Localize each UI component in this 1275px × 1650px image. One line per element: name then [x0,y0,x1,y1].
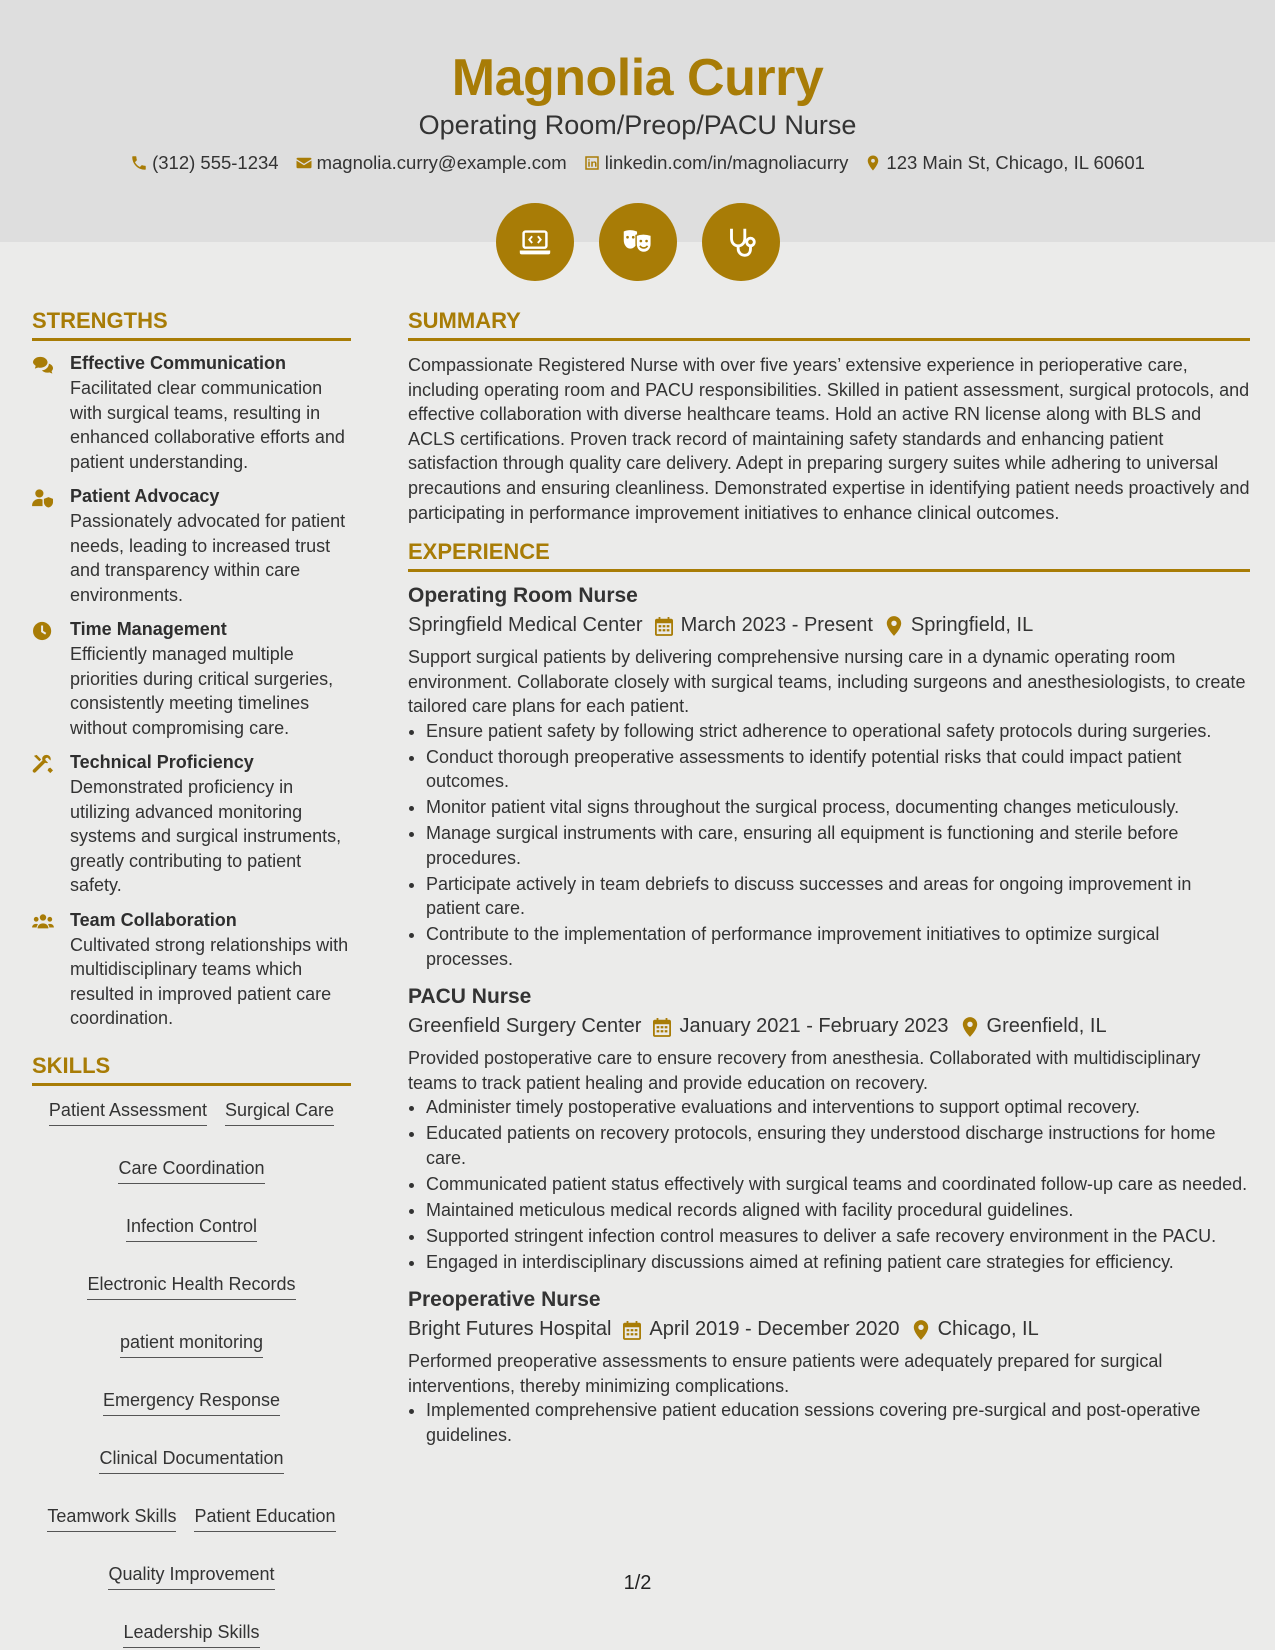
bullet-item: • Engaged in interdisciplinary discussions aimed at refining patient care strategies for efficiency. [426,1250,1250,1275]
skill-tag: Infection Control [126,1216,257,1242]
skill-tag: Patient Assessment [49,1100,207,1126]
candidate-name: Magnolia Curry [451,49,824,107]
phone-text: (312) 555-1234 [152,152,279,173]
strength-item [32,486,351,607]
job-title: Preoperative Nurse [408,1288,601,1312]
job-description: Provided postoperative care to ensure recovery from anesthesia. Collaborated with multidisciplinary teams to track patient healing and provide education on recovery. [408,1048,1201,1093]
tools-icon [32,754,54,774]
job-dates: April 2019 - December 2020 [649,1318,900,1341]
bullet-item: • Conduct thorough preoperative assessments to identify potential risks that could impact patient outcomes. [426,745,1250,794]
calendar-icon [653,1017,671,1037]
job-title: Operating Room Nurse [408,584,638,608]
stethoscope-icon [702,203,780,281]
strengths-heading: STRENGTHS [32,308,351,341]
skills-heading: SKILLS [32,1053,351,1086]
summary-text: Compassionate Registered Nurse with over five years’ extensive experience in perioperative care, including operating room and PACU responsibilities. Skilled in patient assessment, surgical protocols, and effective collaboration with diverse healthcare teams. Hold an active RN license along with BLS and ACLS certifications. Proven track record of maintaining safety standards and enhancing patient satisfaction through quality care delivery. Adept in preparing surgery suites while adhering to universal precautions and ensuring cleanliness. Demonstrated expertise in identifying patient needs proactively and participating in performance improvement initiatives to enhance clinical outcomes. [408,355,1250,523]
skill-tag: Patient Education [194,1506,335,1532]
strength-title: Technical Proficiency [70,752,254,772]
users-icon [32,912,54,932]
skill-tag: Electronic Health Records [87,1274,295,1300]
strength-item [32,619,351,740]
job-entry [408,985,1250,1274]
linkedin-text: linkedin.com/in/magnoliacurry [604,152,849,173]
bullet-item: • Monitor patient vital signs throughout the surgical process, documenting changes meticulously. [426,795,1250,820]
bullet-item: • Communicated patient status effectively with surgical teams and coordinated follow-up care as needed. [426,1172,1250,1197]
map-marker-icon [961,1017,979,1037]
comments-icon [32,355,54,375]
left-column [32,308,351,1648]
experience-list [408,584,1250,1447]
strength-desc: Cultivated strong relationships with multidisciplinary teams which resulted in improved patient care coordination. [70,934,349,1028]
contact-email[interactable] [295,152,567,174]
job-bullets [426,719,1250,972]
strength-title: Patient Advocacy [70,486,220,506]
strength-item [32,353,351,474]
job-description: Support surgical patients by delivering comprehensive nursing care in a dynamic operating room environment. Collaborate closely with surgical teams, including surgeons and anesthesiologists, to create tailored care plans for each patient. [408,647,1246,717]
job-title: Operating Room/Preop/PACU Nurse [418,110,857,140]
job-location: Greenfield, IL [986,1015,1107,1038]
bullet-item: • Manage surgical instruments with care, ensuring all equipment is functioning and sterile before procedures. [426,821,1250,870]
job-bullets [426,1398,1250,1447]
strength-title: Time Management [70,619,227,639]
linkedin-icon [583,154,601,172]
skill-tag: patient monitoring [120,1332,263,1358]
envelope-icon [295,154,313,172]
clock-icon [32,621,54,641]
skill-tag: Quality Improvement [108,1564,274,1590]
map-marker-icon [912,1320,930,1340]
header-icon-row [0,203,1275,281]
job-location: Springfield, IL [910,614,1034,637]
bullet-item: • Participate actively in team debriefs to discuss successes and areas for ongoing improvement in patient care. [426,872,1250,921]
job-meta [408,1318,1250,1341]
phone-icon [130,154,148,172]
calendar-icon [655,616,673,636]
contact-phone[interactable] [130,152,279,174]
job-dates: January 2021 - February 2023 [679,1015,949,1038]
map-marker-icon [885,616,903,636]
laptop-code-icon [496,203,574,281]
skill-tag: Care Coordination [118,1158,264,1184]
email-text: magnolia.curry@example.com [316,152,567,173]
bullet-item: • Implemented comprehensive patient education sessions covering pre-surgical and post-operative guidelines. [426,1398,1250,1447]
skill-tag: Clinical Documentation [99,1448,283,1474]
job-dates: March 2023 - Present [680,614,873,637]
calendar-icon [623,1320,641,1340]
strength-title: Team Collaboration [70,909,237,930]
bullet-item: • Ensure patient safety by following strict adherence to operational safety protocols during surgeries. [426,719,1250,744]
strength-item [32,910,351,1031]
bullet-item: • Contribute to the implementation of performance improvement initiatives to optimize surgical processes. [426,922,1250,971]
skills-list [32,1100,351,1648]
strength-desc: Efficiently managed multiple priorities during critical surgeries, consistently meeting timelines without compromising care. [70,644,334,738]
contact-linkedin[interactable] [583,152,849,174]
job-entry [408,1288,1250,1447]
bullet-item: • Supported stringent infection control measures to deliver a safe recovery environment in the PACU. [426,1224,1250,1249]
skill-tag: Surgical Care [225,1100,334,1126]
strength-desc: Passionately advocated for patient needs, leading to increased trust and transparency within care environments. [70,511,346,605]
strength-title: Effective Communication [70,353,287,373]
job-meta [408,614,1250,637]
bullet-item: • Educated patients on recovery protocols, ensuring they understood discharge instructions for home care. [426,1121,1250,1170]
strength-item [32,752,351,898]
skill-tag: Leadership Skills [123,1622,259,1648]
contact-bar [0,152,1275,174]
skill-tag: Emergency Response [103,1390,280,1416]
strength-desc: Facilitated clear communication with surgical teams, resulting in enhanced collaborative efforts and patient understanding. [70,378,345,472]
right-column [408,308,1250,1461]
contact-address [864,152,1145,174]
company-name: Bright Futures Hospital [408,1318,612,1341]
job-description: Performed preoperative assessments to ensure patients were adequately prepared for surgical interventions, thereby minimizing complications. [408,1351,1163,1396]
job-entry [408,584,1250,971]
job-bullets [426,1095,1250,1274]
address-text: 123 Main St, Chicago, IL 60601 [886,152,1145,173]
experience-heading: EXPERIENCE [408,539,1250,572]
bullet-item: • Maintained meticulous medical records aligned with facility procedural guidelines. [426,1198,1250,1223]
job-title: PACU Nurse [408,985,532,1009]
user-shield-icon [32,488,54,508]
summary-heading: SUMMARY [408,308,1250,341]
job-location: Chicago, IL [937,1318,1039,1341]
theater-masks-icon [599,203,677,281]
skill-tag: Teamwork Skills [47,1506,176,1532]
job-meta [408,1015,1250,1038]
company-name: Springfield Medical Center [408,614,643,637]
company-name: Greenfield Surgery Center [408,1015,642,1038]
map-marker-icon [864,154,882,172]
page-number: 1/2 [623,1572,652,1594]
strength-desc: Demonstrated proficiency in utilizing advanced monitoring systems and surgical instruments, greatly contributing to patient safety. [70,777,342,895]
bullet-item: • Administer timely postoperative evaluations and interventions to support optimal recovery. [426,1095,1250,1120]
